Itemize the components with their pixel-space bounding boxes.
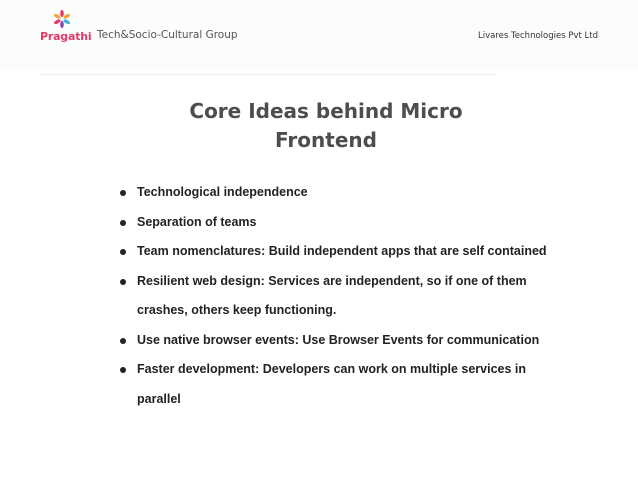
flower-logo-icon xyxy=(52,9,72,29)
bullet-item xyxy=(120,267,547,326)
bullet-dot-icon xyxy=(120,220,126,226)
header-bar xyxy=(0,0,638,70)
slide-title-line-1: Core Ideas behind Micro xyxy=(189,99,463,123)
bullet-dot-icon xyxy=(120,279,126,285)
bullet-dot-icon xyxy=(120,249,126,255)
bullet-dot-icon xyxy=(120,190,126,196)
bullet-dot-icon xyxy=(120,338,126,344)
bullet-text-continuation: parallel xyxy=(137,391,181,406)
group-name: Tech&Socio-Cultural Group xyxy=(97,29,238,41)
bullet-list xyxy=(120,178,547,414)
logo-text: Pragathi xyxy=(40,30,92,43)
company-name: Livares Technologies Pvt Ltd xyxy=(478,31,598,41)
bullet-item xyxy=(120,208,547,238)
slide-title xyxy=(0,97,638,155)
bullet-item xyxy=(120,237,547,267)
bullet-text: Use native browser events: Use Browser Events for communication xyxy=(137,332,540,347)
logo xyxy=(40,9,92,45)
bullet-text: Separation of teams xyxy=(137,214,257,229)
bullet-item xyxy=(120,326,547,356)
bullet-text: Technological independence xyxy=(137,185,308,199)
bullet-text: Resilient web design: Services are independent, so if one of them xyxy=(137,273,527,288)
bullet-dot-icon xyxy=(120,367,126,373)
bullet-item xyxy=(120,355,547,414)
bullet-item xyxy=(120,178,547,208)
bullet-text: Team nomenclatures: Build independent apps that are self contained xyxy=(137,244,547,258)
slide-title-line-2: Frontend xyxy=(275,128,377,152)
bullet-text-continuation: crashes, others keep functioning. xyxy=(137,303,337,317)
header-divider xyxy=(40,74,496,75)
bullet-text: Faster development: Developers can work on multiple services in xyxy=(137,362,527,376)
